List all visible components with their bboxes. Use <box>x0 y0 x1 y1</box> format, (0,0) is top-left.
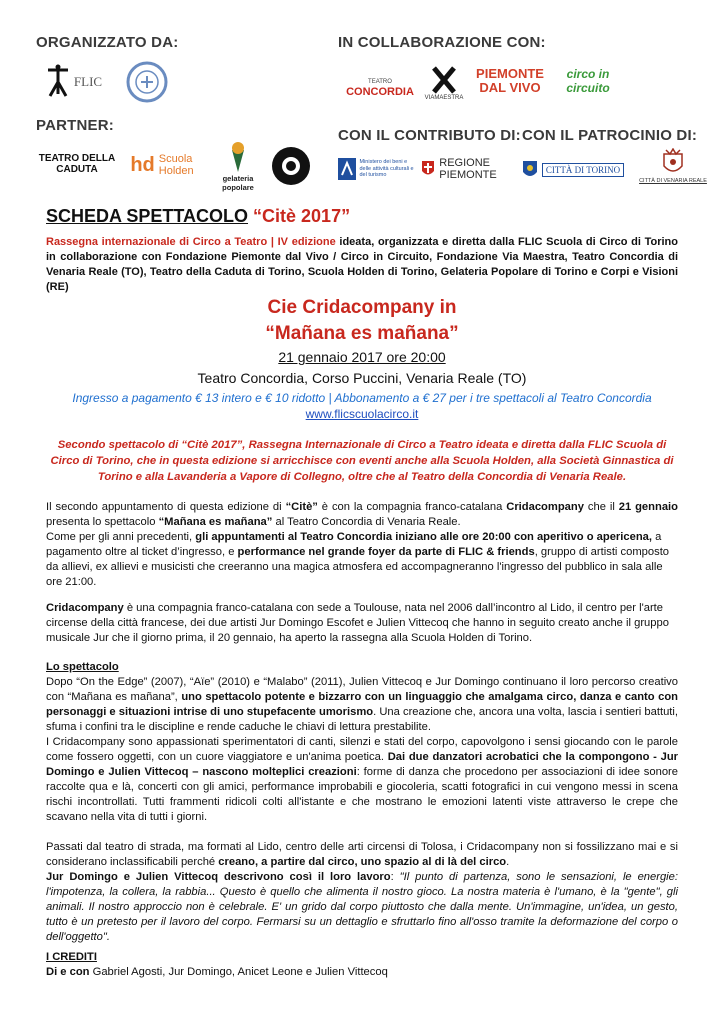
p2-aperitivo: gli appuntamenti al Teatro Concordia iniziano alle ore 20:00 con aperitivo o apericena, <box>195 531 652 543</box>
corpi-e-visioni-circle-icon <box>271 146 311 186</box>
via-maestra-text: VIAMAESTRA <box>424 95 464 101</box>
spettacolo-quote: "Il punto di partenza, sono le sensazioni, le energie: l'impotenza, la collera, la rabbia... Questo è quello che alimenta il nostro gioco. La nostra materia è l'umano, è la "gente", gli animali. Il nostro approccio non è celebrale. E' un grido dal corpo piuttosto che dalla mente. Un'immagine, un'idea, un gesto, tutto è un pretesto per il lavoro del corpo. Fermarsi su un dettaglio e sfruttarlo fino all'osso tramite la deformazione del corpo o dell'oggetto". <box>46 871 678 943</box>
crediti-names: Gabriel Agosti, Jur Domingo, Anicet Leone e Julien Vittecoq <box>89 966 388 978</box>
spettacolo-text-d: I Cridacompany sono appassionati sperimentatori di canti, silenzi e stati del corpo, capovolgono i sensi giocando con le parole come fossero oggetti, con un cuore viaggiatore e un'anima poetica. <box>46 736 678 763</box>
crediti-line <box>46 965 678 980</box>
paragraph-aperitivo <box>46 530 678 590</box>
scuola-holden-logo <box>122 150 202 180</box>
paragraph-intro <box>46 500 678 530</box>
show-date-wrap <box>46 348 678 366</box>
p1-text-i: al Teatro Concordia di Venaria Reale. <box>272 516 461 528</box>
piemonte-dal-vivo-text-1: PIEMONTE <box>476 66 544 81</box>
spettacolo-heading: Lo spettacolo <box>46 661 119 673</box>
spettacolo-highlight-b: uno spettacolo potente e bizzarro con un linguaggio che amalgama circo, danza e canto con personaggi e situazioni intrise di uno stupefacente umorismo <box>46 691 678 718</box>
crediti-label: Di e con <box>46 966 90 978</box>
teatro-concordia-text: CONCORDIA <box>346 86 414 98</box>
collaborazione-heading: IN COLLABORAZIONE CON: <box>338 34 546 51</box>
gelateria-popolare-text: gelateria popolare <box>222 174 254 192</box>
p3-company: Cridacompany <box>46 602 124 614</box>
citta-di-venaria-text: CITTÀ DI VENARIA REALE <box>639 178 707 184</box>
piemonte-dal-vivo-text-2: DAL VIVO <box>479 80 541 95</box>
torino-shield-icon <box>522 160 538 180</box>
show-title: “Mañana es mañana” <box>265 323 459 344</box>
partner-heading: PARTNER: <box>36 117 114 134</box>
flic-logo-text: FLIC <box>73 74 103 89</box>
show-tickets: Ingresso a pagamento € 13 intero e € 10 ridotto | Abbonamento a € 27 per i tre spettacoli al Teatro Concordia <box>72 391 652 405</box>
ministero-logo <box>336 152 416 186</box>
scheda-label: SCHEDA SPETTACOLO <box>46 206 249 226</box>
scheda-title <box>46 206 350 227</box>
venaria-crest-icon <box>662 148 684 176</box>
gelateria-cone-icon <box>230 140 246 174</box>
teatro-concordia-logo <box>340 72 420 102</box>
societa-ginnastica-emblem-icon <box>125 60 169 104</box>
secondo-spettacolo-text: Secondo spettacolo di “Citè 2017”, Rassegna Internazionale di Circo a Teatro ideata e diretta dalla FLIC Scuola di Circo di Torino, che in questa edizione si arricchisce con eventi anche alla Scuola Holden, alla Società Ginnastica di Torino e alla Lavanderia a Vapore di Collegno, oltre che al Teatro della Concordia di Venaria Reale. <box>50 439 674 483</box>
flic-logo <box>38 62 108 102</box>
spettacolo-paragraph-4 <box>46 870 678 945</box>
regione-piemonte-logo <box>420 152 498 186</box>
spettacolo-text-i: . <box>506 856 510 868</box>
spettacolo-text-f: : forme di danza che procedono per associazioni di idee sonore raccolte qua e là, concerti con gli amici, performance improbabili e giocoleria, scatti fotografici in cui vengono messi in scena rischi incontrollati. Tutti frammenti ridicoli colti all'istante e che mostrano le emozioni latenti viste attraverso le crepe che scavano nella vita di tutti i giorni. <box>46 766 678 823</box>
circo-in-circuito-logo <box>552 60 624 102</box>
p2-performance: performance nel grande foyer da parte di FLIC & friends <box>237 546 535 558</box>
spettacolo-quote-intro: Jur Domingo e Julien Vittecoq descrivono così il loro lavoro <box>46 871 391 883</box>
patrocinio-heading: CON IL PATROCINIO DI: <box>522 127 698 144</box>
organizzato-da-heading: ORGANIZZATO DA: <box>36 34 179 51</box>
scheda-intro <box>46 235 678 295</box>
regione-text-2: PIEMONTE <box>439 169 497 181</box>
regione-text-1: REGIONE <box>439 157 490 169</box>
paragraph-cridacompany <box>46 601 678 646</box>
scheda-edition-title: “Citè 2017” <box>253 206 351 226</box>
spettacolo-highlight-h: creano, a partire dal circo, uno spazio al di là del circo <box>218 856 507 868</box>
regione-shield-icon <box>421 160 435 178</box>
citta-di-torino-text: CITTÀ DI TORINO <box>542 163 624 177</box>
spettacolo-paragraph-2 <box>46 735 678 825</box>
piemonte-dal-vivo-logo <box>474 60 546 102</box>
p1-text-e: che il <box>583 501 619 513</box>
societa-ginnastica-logo <box>118 54 176 110</box>
contributo-heading: CON IL CONTRIBUTO DI: <box>338 127 521 144</box>
spettacolo-paragraph-1 <box>46 675 678 735</box>
ministero-text: Ministero dei beni e delle attività culturali e del turismo <box>359 159 414 179</box>
p1-text-a: Il secondo appuntamento di questa edizione di <box>46 501 286 513</box>
mibact-emblem-icon <box>337 157 357 181</box>
spettacolo-highlight-e: Dai due danzatori acrobatici che la compongono - Jur Domingo e Julien Vittecoq – nascono molteplici creazioni <box>46 751 679 778</box>
show-venue: Teatro Concordia, Corso Puccini, Venaria Reale (TO) <box>197 370 527 386</box>
corpi-e-visioni-logo <box>270 142 312 190</box>
p1-show-title: “Mañana es mañana” <box>158 516 273 528</box>
scheda-intro-rest: ideata, organizzata e diretta dalla FLIC Scuola di Circo di Torino in collaborazione con Fondazione Piemonte dal Vivo / Circo in Circuito, Fondazione Via Maestra, Teatro Concordia di Venaria Reale (TO), Teatro della Caduta di Torino, Scuola Holden di Torino, Gelateria Popolare di Torino e Corpi e Visioni (RE) <box>46 236 678 293</box>
flic-figure-icon <box>44 64 72 100</box>
via-maestra-x-icon <box>431 65 457 95</box>
p2-text-e: , gruppo di artisti composto da allievi, ex allievi e musicisti che creeranno una magica atmosfera ed accompagneranno l'ingresso del pubblico in sala alle ore 21:00. <box>46 546 670 588</box>
website-link[interactable]: www.flicscuolacirco.it <box>305 407 419 421</box>
citta-di-venaria-logo <box>636 138 710 194</box>
holden-hd-icon: hd <box>130 153 155 176</box>
p2-text-a: Come per gli anni precedenti, <box>46 531 196 543</box>
spettacolo-colon: : <box>390 871 400 883</box>
citta-di-torino-logo <box>510 156 636 184</box>
via-maestra-logo <box>424 58 464 108</box>
p2-text-c: a pagamento oltre al ticket d’ingresso, e <box>46 531 662 558</box>
spettacolo-text-c: . Una creazione che, ancora una volta, lascia i sentieri battuti, sfuma i confini tra le discipline e rende caduche le chiavi di lettura prestabilite. <box>46 706 679 733</box>
p1-cite: “Citè” <box>285 501 318 513</box>
teatro-della-caduta-logo <box>36 146 118 182</box>
circo-in-circuito-text: circo in circuito <box>566 67 610 95</box>
p1-text-g: presenta lo spettacolo <box>46 516 159 528</box>
scheda-intro-edition: Rassegna internazionale di Circo a Teatro | IV edizione <box>46 236 336 248</box>
teatro-della-caduta-text: TEATRO DELLA CADUTA <box>38 153 116 175</box>
gelateria-popolare-logo <box>210 140 266 192</box>
scuola-holden-text-2: Holden <box>158 165 194 177</box>
p3-text: è una compagnia franco-catalana con sede a Toulouse, nata nel 2006 dall’incontro al Lido, il centro per l'arte circense della città francese, dei due artisti Jur Domingo Escofet e Julien Vittecoq che hanno in seguito creato anche il gruppo musicale Jur che il giorno prima, il 20 gennaio, ha aperto la rassegna alla Scuola Holden di Torino. <box>46 602 669 644</box>
scuola-holden-text-1: Scuola <box>158 153 193 165</box>
p1-date: 21 gennaio <box>618 501 678 513</box>
show-website-wrap <box>46 406 678 422</box>
crediti-heading: I CREDITI <box>46 951 97 963</box>
spettacolo-paragraph-3 <box>46 840 678 870</box>
p1-company: Cridacompany <box>506 501 584 513</box>
show-company: Cie Cridacompany in <box>267 297 457 318</box>
teatro-concordia-small-text: TEATRO <box>368 79 392 85</box>
spettacolo-text-a: Dopo “On the Edge” (2007), “Aïe” (2010) e “Malabo” (2011), Julien Vittecoq e Jur Domingo continuano il loro percorso creativo con “Mañana es mañana”, <box>46 676 678 703</box>
show-date: 21 gennaio 2017 ore 20:00 <box>278 349 446 365</box>
p1-text-c: è con la compagnia franco-catalana <box>317 501 507 513</box>
spettacolo-text-g: Passati dal teatro di strada, ma formati al Lido, centro delle arti circensi di Tolosa, i Cridacompany non si fossilizzano mai e si considerano inclassificabili perché <box>46 841 678 868</box>
